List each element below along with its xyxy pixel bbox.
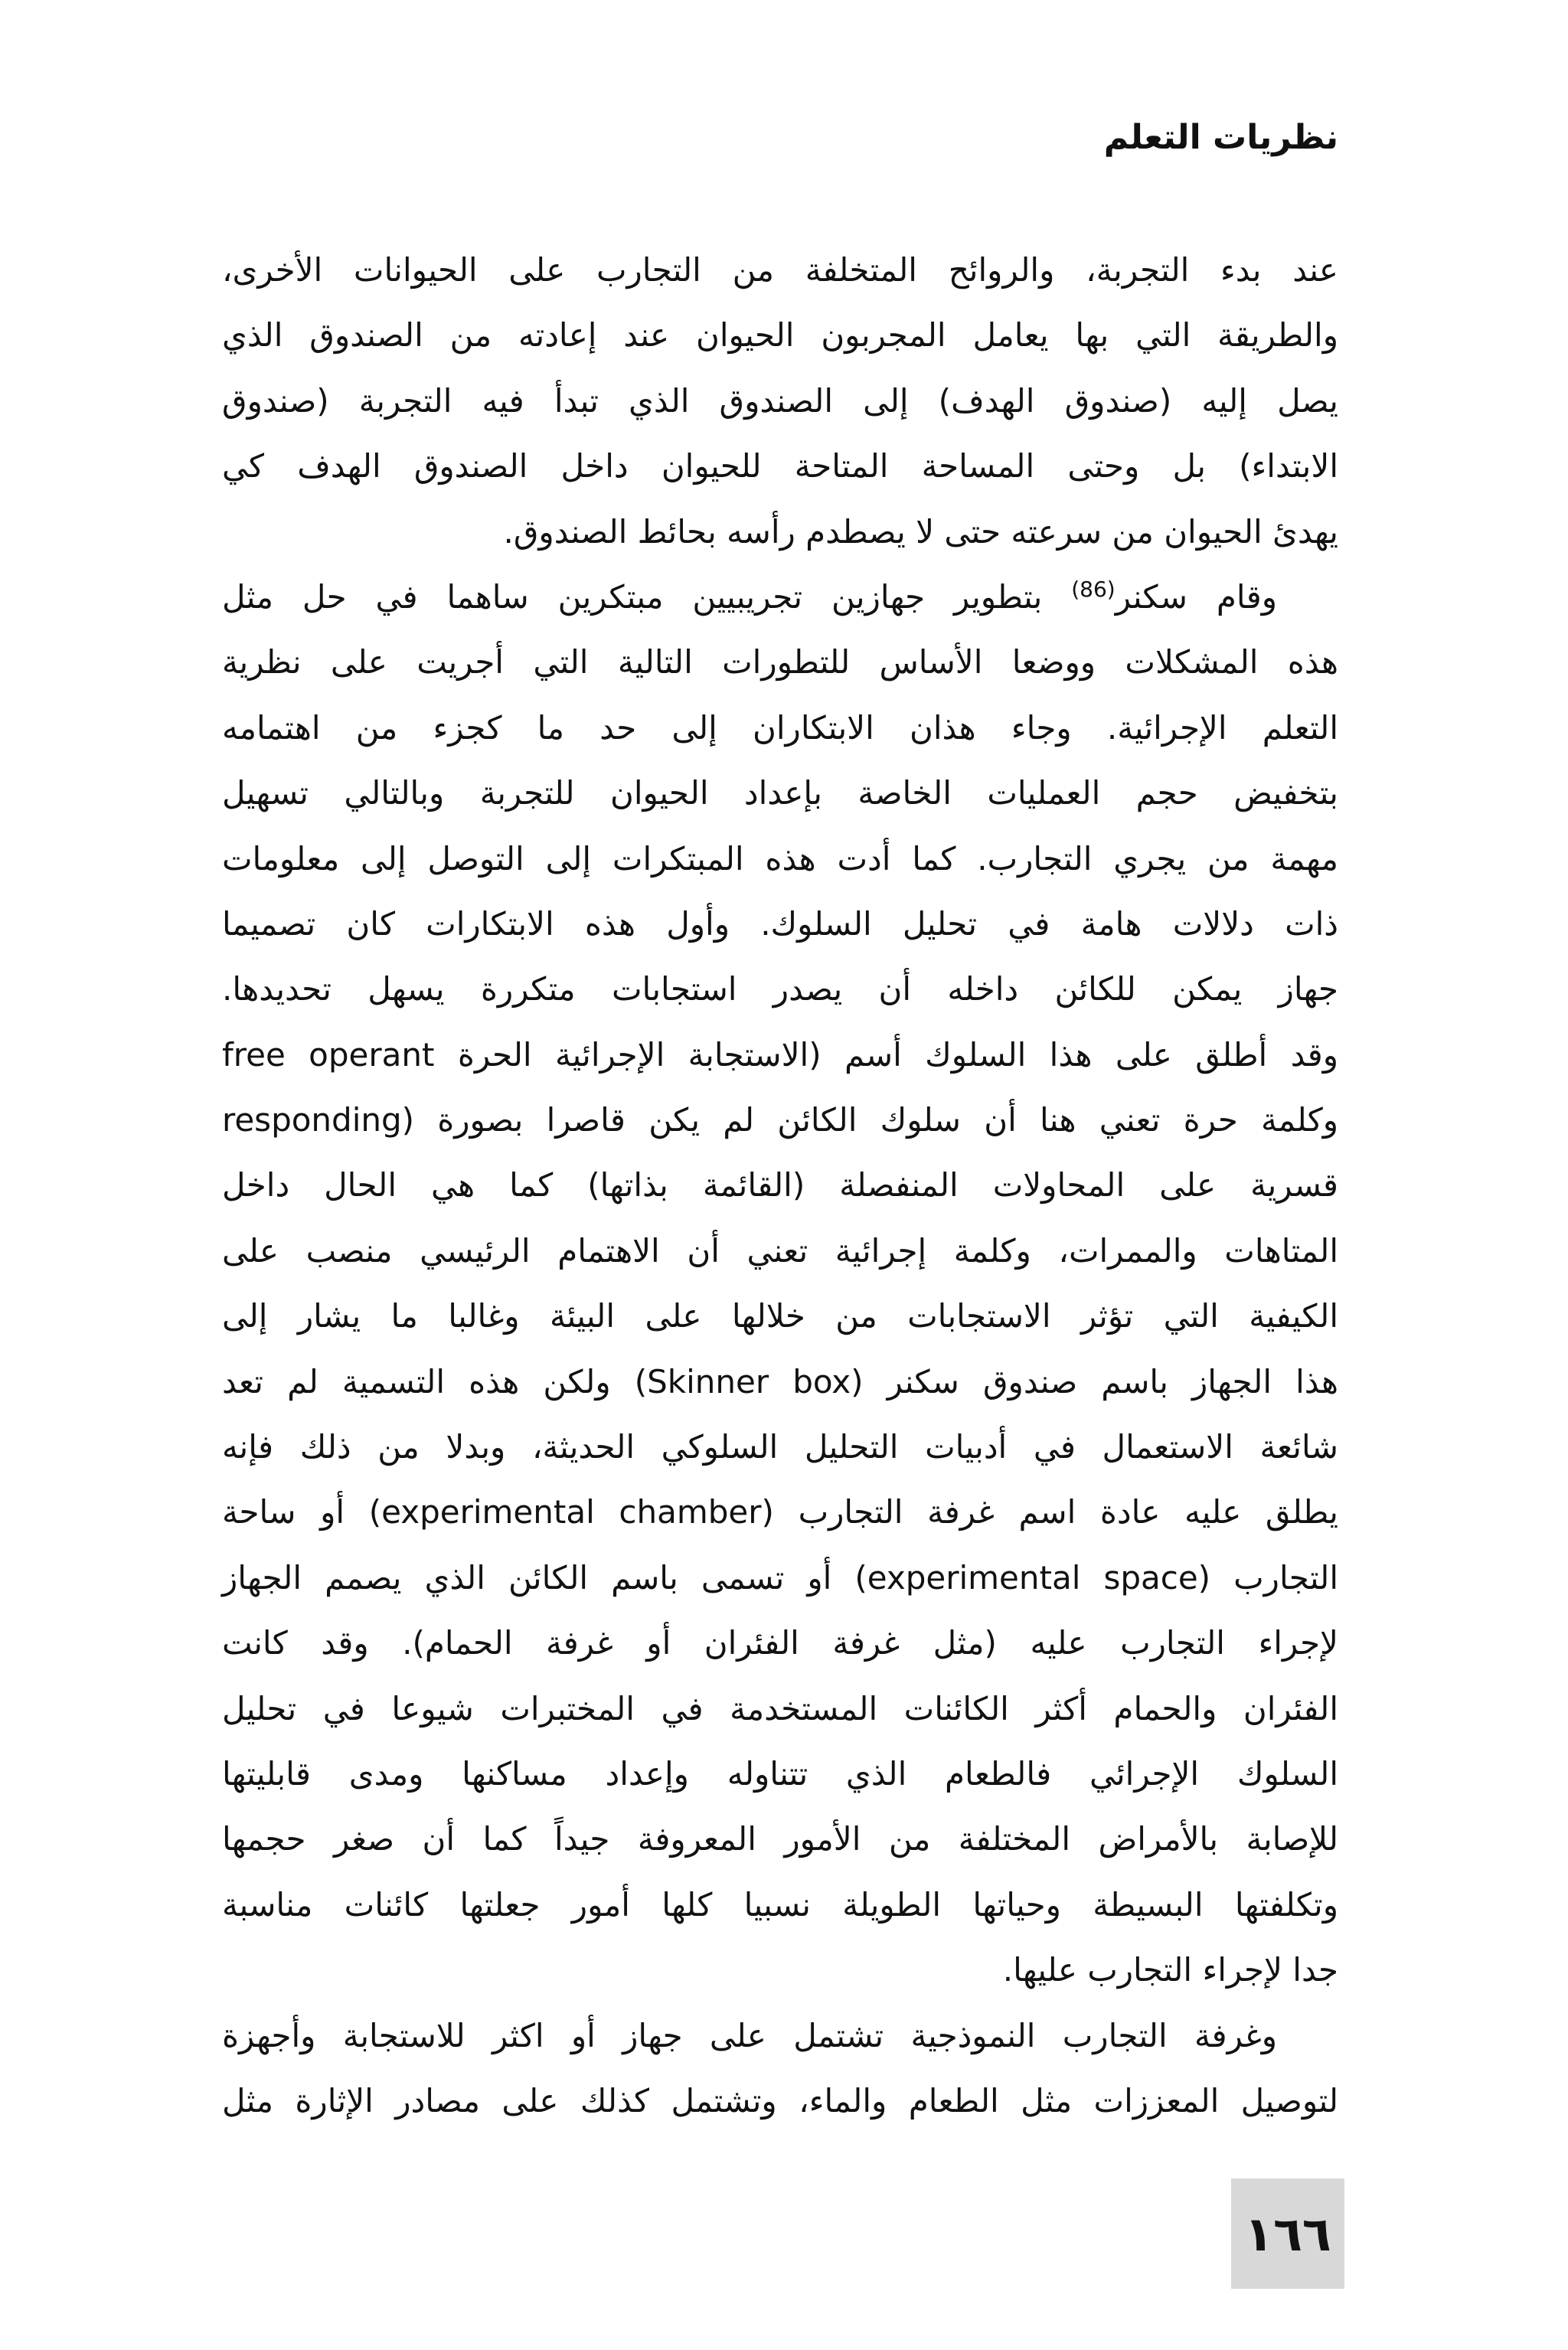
body-line-10: مهمة من يجري التجارب. كما أدت هذه المبتكرات إلى التوصل إلى معلومات [222,839,1338,878]
body-line-23: الفئران والحمام أكثر الكائنات المستخدمة في المختبرات شيوعا في تحليل [222,1689,1338,1727]
body-line-6-rest: بتطوير جهازين تجريبيين مبتكرين ساهما في حل مثل [222,577,1043,616]
body-text [222,237,1338,2133]
body-line-5: يهدئ الحيوان من سرعته حتى لا يصطدم رأسه بحائط الصندوق. [503,512,1338,551]
body-line-25: للإصابة بالأمراض المختلفة من الأمور المعروفة جيداً كما أن صغر حجمها [222,1820,1338,1858]
body-line-7: هذه المشكلات ووضعا الأساس للتطورات التالية التي أجريت على نظرية [222,643,1338,681]
body-line-19: شائعة الاستعمال في أدبيات التحليل السلوكي الحديثة، وبدلا من ذلك فإنه [222,1428,1338,1466]
body-line-14: responding) وكلمة حرة تعني هنا أن سلوك الكائن لم يكن قاصرا بصورة [222,1101,1339,1139]
body-line-22: لإجراء التجارب عليه (مثل غرفة الفئران أو غرفة الحمام). وقد كانت [222,1624,1338,1662]
body-line-1: عند بدء التجربة، والروائح المتخلفة من التجارب على الحيوانات الأخرى، [222,251,1338,289]
body-line-17: الكيفية التي تؤثر الاستجابات من خلالها على البيئة وغالبا ما يشار إلى [222,1297,1338,1335]
body-line-13: وقد أطلق على هذا السلوك أسم (الاستجابة الإجرائية الحرة free operant [222,1035,1338,1074]
body-line-6-lead: وقام سكنر [1115,577,1277,616]
body-line-27: جدا لإجراء التجارب عليها. [1002,1951,1338,1989]
body-line-3: يصل إليه (صندوق الهدف) إلى الصندوق الذي تبدأ فيه التجربة (صندوق [222,381,1338,420]
running-header: نظريات التعلم [1103,118,1338,157]
body-line-6 [222,564,1338,629]
footnote-ref-86[interactable]: (86) [1071,576,1116,602]
page-number-box [1231,2178,1344,2289]
body-line-12: جهاز يمكن للكائن داخله أن يصدر استجابات متكررة يسهل تحديدها. [222,970,1338,1008]
body-line-15: قسرية على المحاولات المنفصلة (القائمة بذاتها) كما هي الحال داخل [222,1166,1338,1204]
body-line-11: ذات دلالات هامة في تحليل السلوك. وأول هذه الابتكارات كان تصميما [222,904,1338,943]
body-line-8: التعلم الإجرائية. وجاء هذان الابتكاران إلى حد ما كجزء من اهتمامه [222,708,1338,747]
body-line-4: الابتداء) بل وحتى المساحة المتاحة للحيوان داخل الصندوق الهدف كي [222,447,1338,485]
body-line-29: لتوصيل المعززات مثل الطعام والماء، وتشتمل كذلك على مصادر الإثارة مثل [222,2081,1338,2120]
body-line-20: يطلق عليه عادة اسم غرفة التجارب (experimental chamber) أو ساحة [222,1493,1339,1531]
body-line-21: التجارب (experimental space) أو تسمى باسم الكائن الذي يصمم الجهاز [222,1558,1338,1597]
body-line-28: وغرفة التجارب النموذجية تشتمل على جهاز أو اكثر للاستجابة وأجهزة [222,2016,1277,2054]
body-line-9: بتخفيض حجم العمليات الخاصة بإعداد الحيوان للتجربة وبالتالي تسهيل [222,774,1338,812]
body-line-24: السلوك الإجرائي فالطعام الذي تتناوله وإعداد مساكنها ومدى قابليتها [222,1754,1338,1793]
body-line-18: هذا الجهاز باسم صندوق سكنر (Skinner box) ولكن هذه التسمية لم تعد [222,1362,1338,1401]
page-number: ١٦٦ [1244,2205,1331,2262]
body-line-2: والطريقة التي بها يعامل المجربون الحيوان عند إعادته من الصندوق الذي [222,316,1338,355]
body-line-26: وتكلفتها البسيطة وحياتها الطويلة نسبيا كلها أمور جعلتها كائنات مناسبة [222,1885,1338,1923]
body-line-16: المتاهات والممرات، وكلمة إجرائية تعني أن الاهتمام الرئيسي منصب على [222,1231,1338,1270]
